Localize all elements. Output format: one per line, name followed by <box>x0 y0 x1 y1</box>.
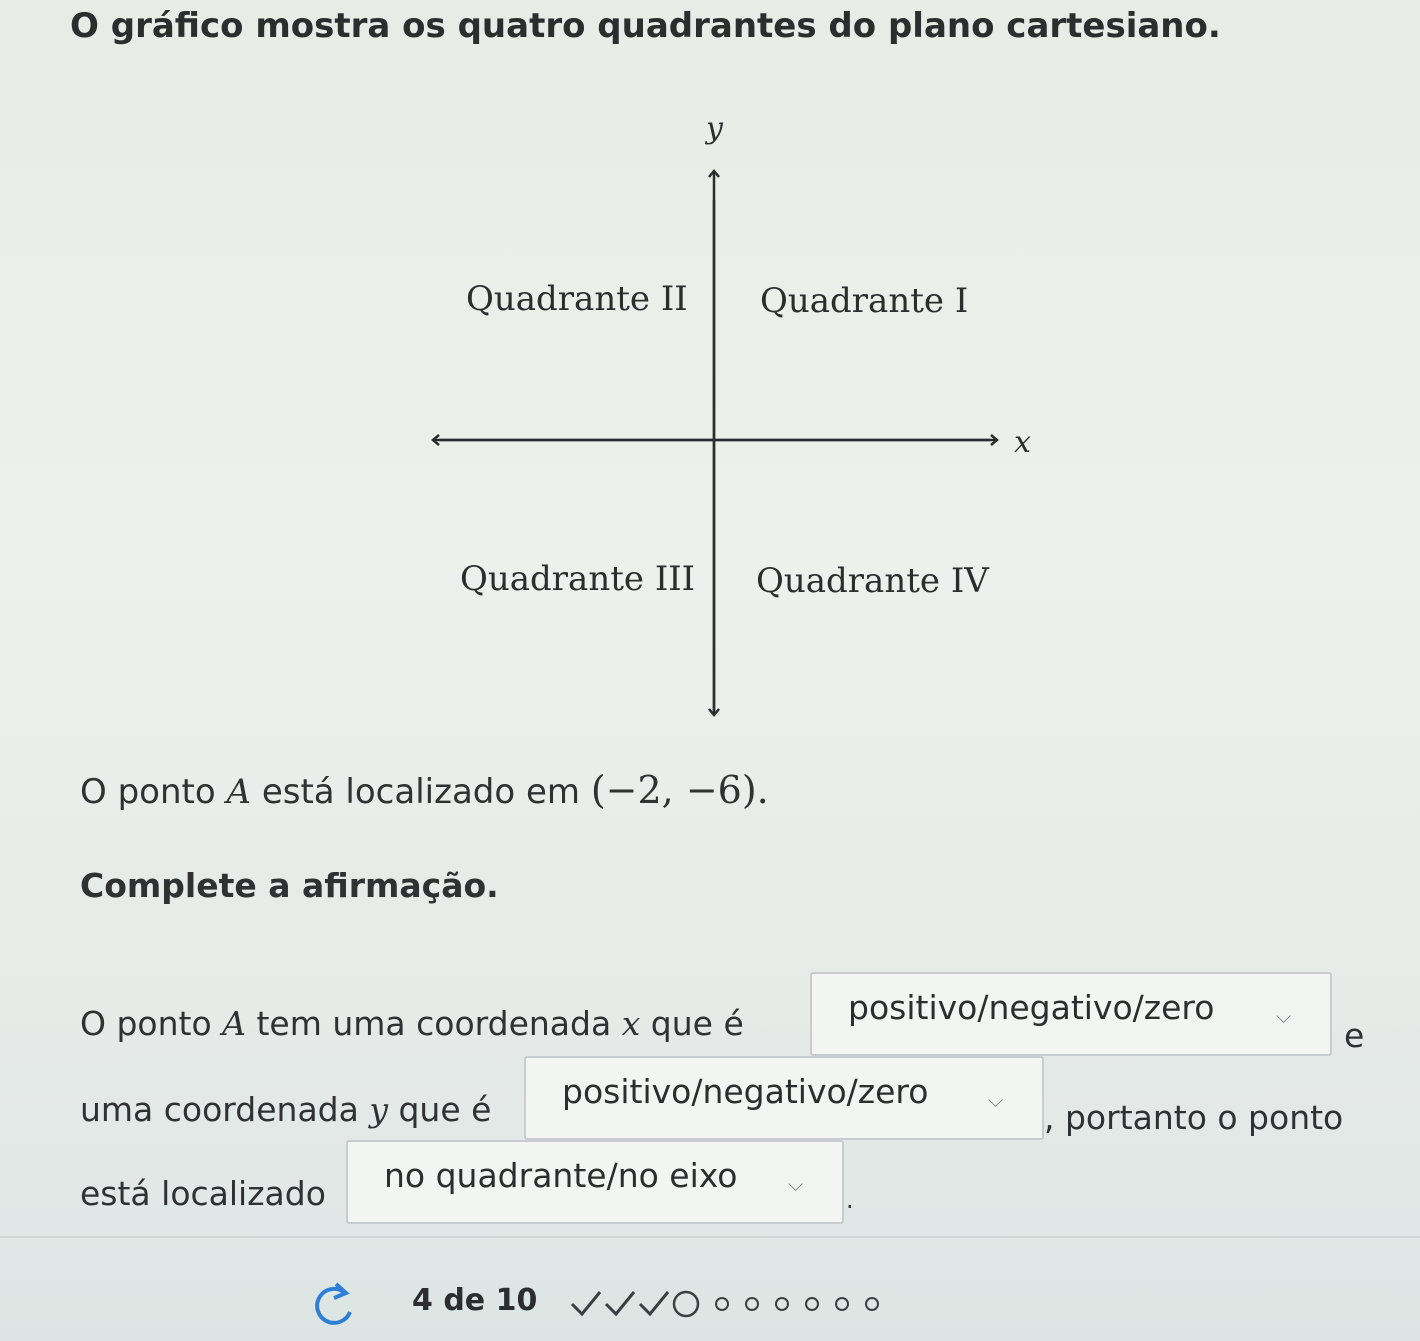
quadrant-3-label: Quadrante III <box>460 559 696 599</box>
point-a: A <box>226 772 252 812</box>
quadrant-2-label: Quadrante II <box>466 279 688 319</box>
sentence-line-2: uma coordenada y que é <box>80 1090 492 1129</box>
y-axis-label: y <box>706 111 723 146</box>
sentence-line-3: está localizado <box>80 1174 326 1213</box>
progress-check-icon <box>572 1292 600 1314</box>
progress-pending-circle <box>716 1298 728 1310</box>
y-sign-dropdown[interactable]: positivo/negativo/zero ⌵ <box>524 1056 1044 1140</box>
progress-check-icon <box>640 1292 668 1314</box>
progress-pending-circle <box>836 1298 848 1310</box>
sentence-line-2-end: , portanto o ponto <box>1044 1098 1344 1137</box>
chevron-down-icon: ⌵ <box>988 1088 1004 1112</box>
progress-counter: 4 de 10 <box>412 1283 538 1318</box>
progress-pending-circle <box>776 1298 788 1310</box>
prompt-text: Complete a afirmação. <box>80 866 499 905</box>
x-sign-dropdown[interactable]: positivo/negativo/zero ⌵ <box>810 972 1332 1056</box>
progress-indicator <box>568 1286 928 1326</box>
footer-divider <box>0 1236 1420 1238</box>
progress-pending-circle <box>866 1298 878 1310</box>
point-statement: O ponto A está localizado em (−2, −6). <box>80 768 769 812</box>
progress-pending-circle <box>806 1298 818 1310</box>
location-dropdown[interactable]: no quadrante/no eixo ⌵ <box>346 1140 844 1224</box>
progress-current-circle <box>674 1292 698 1316</box>
chevron-down-icon: ⌵ <box>1276 1004 1292 1028</box>
x-axis-label: x <box>1014 425 1031 460</box>
quadrant-1-label: Quadrante I <box>760 281 969 321</box>
intro-text: O gráfico mostra os quatro quadrantes do plano cartesiano. <box>70 6 1221 46</box>
point-coordinates: (−2, −6). <box>590 768 769 812</box>
chevron-down-icon: ⌵ <box>788 1172 804 1196</box>
refresh-icon[interactable] <box>304 1280 360 1326</box>
sentence-line-1: O ponto A tem uma coordenada x que é <box>80 1004 744 1043</box>
conjunction-e: e <box>1344 1016 1365 1055</box>
quadrant-4-label: Quadrante IV <box>756 561 989 601</box>
progress-check-icon <box>606 1292 634 1314</box>
progress-pending-circle <box>746 1298 758 1310</box>
sentence-period: . <box>846 1186 854 1214</box>
